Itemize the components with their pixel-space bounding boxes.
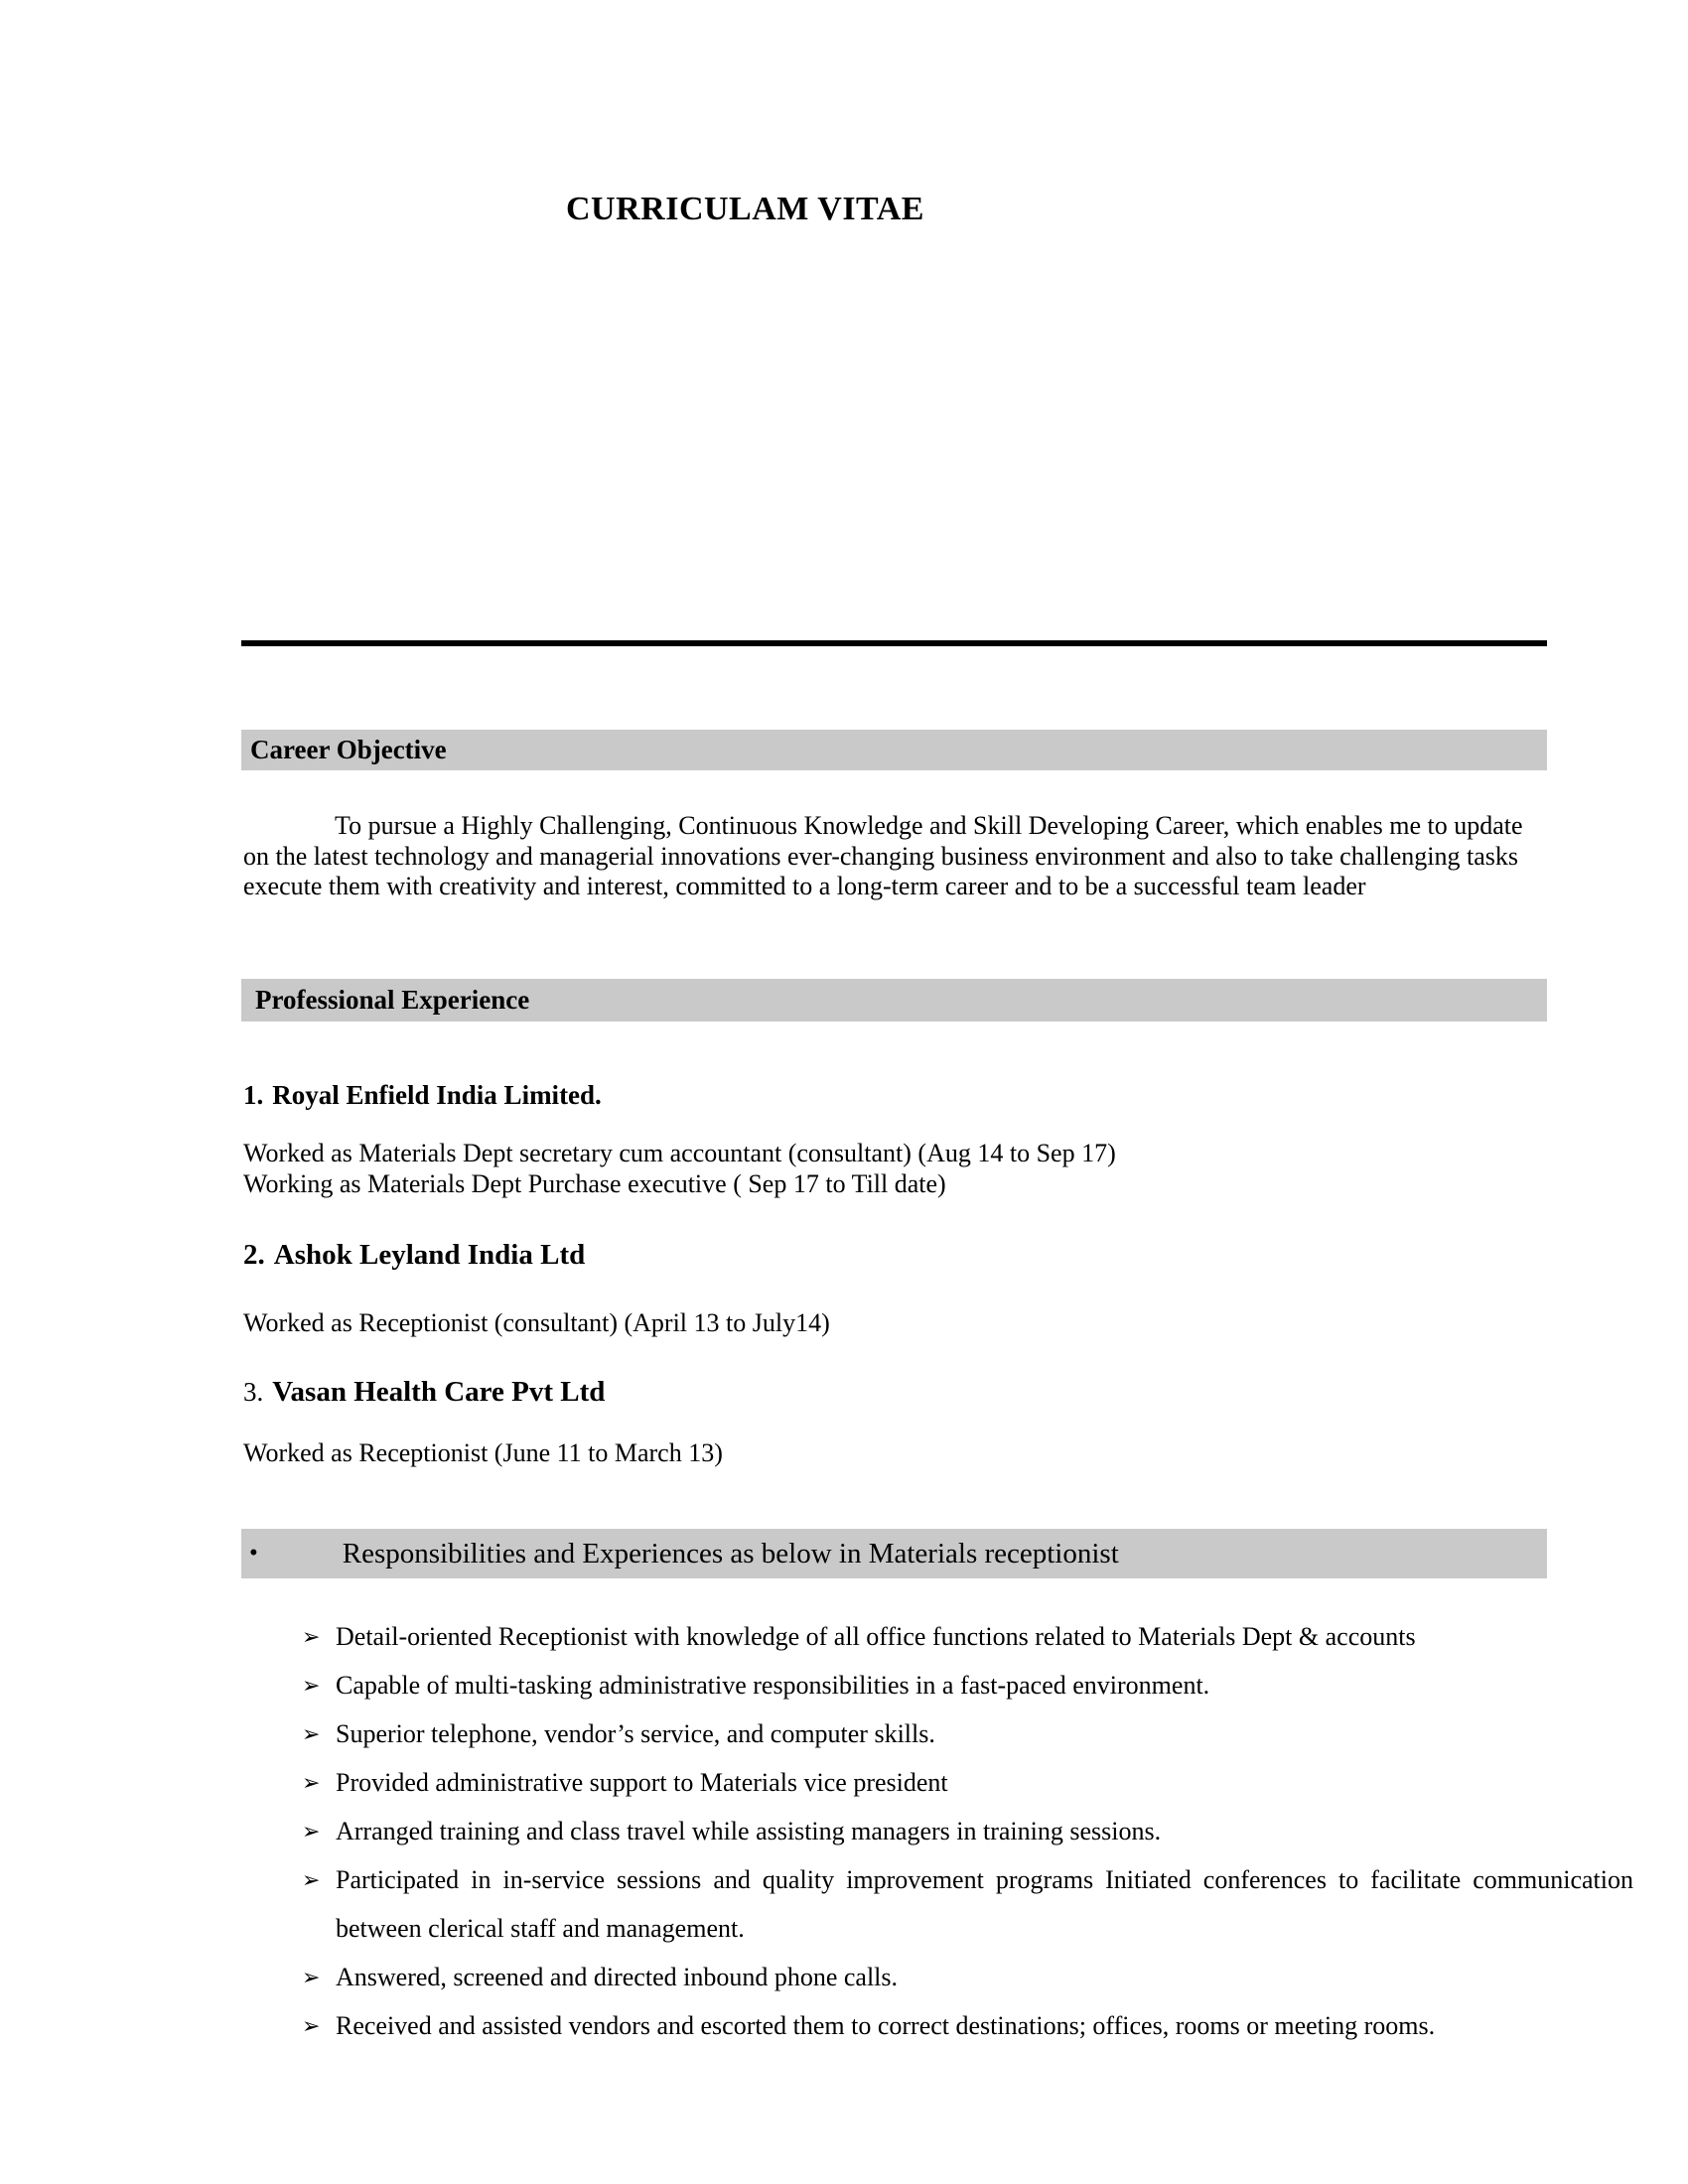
responsibilities-heading: Responsibilities and Experiences as below in Materials receptionist: [342, 1537, 1119, 1570]
arrowhead-bullet-icon: ➢: [302, 1867, 321, 1892]
career-objective-heading: Career Objective: [250, 735, 447, 764]
entry-1-role-line: Working as Materials Dept Purchase executive ( Sep 17 to Till date): [243, 1169, 946, 1198]
arrowhead-bullet-icon: ➢: [302, 1770, 321, 1795]
list-item: [302, 1661, 1633, 1709]
list-item-text: Arranged training and class travel while assisting managers in training sessions.: [336, 1817, 1162, 1845]
list-item: [302, 2001, 1633, 2050]
experience-entry-1-company: [243, 1080, 602, 1111]
entry-2-company-name: Ashok Leyland India Ltd: [273, 1239, 586, 1271]
arrowhead-bullet-icon: ➢: [302, 1721, 321, 1746]
career-objective-text: To pursue a Highly Challenging, Continuous Knowledge and Skill Developing Career, which enables me to update on the latest technology and managerial innovations ever-changing business environment and also to take challenging tasks execute them with creativity and interest, committed to a long-term career and to be a successful team leader: [243, 811, 1523, 900]
arrowhead-bullet-icon: ➢: [302, 1819, 321, 1843]
responsibilities-list: [302, 1612, 1633, 2050]
experience-entry-3-roles: [243, 1437, 723, 1468]
list-item: [302, 1807, 1633, 1855]
arrowhead-bullet-icon: ➢: [302, 1965, 321, 1989]
experience-entry-2-company: [243, 1239, 585, 1272]
entry-3-company-name: Vasan Health Care Pvt Ltd: [272, 1376, 606, 1408]
responsibilities-header-bar: [241, 1529, 1547, 1578]
entry-2-number: 2.: [243, 1239, 265, 1271]
list-item-text: Provided administrative support to Materials vice president: [336, 1768, 948, 1797]
arrowhead-bullet-icon: ➢: [302, 1673, 321, 1698]
list-item-text: Received and assisted vendors and escorted them to correct destinations; offices, rooms or meeting rooms.: [336, 2011, 1436, 2040]
experience-entry-3-company: [243, 1376, 605, 1409]
professional-experience-header-bar: [241, 979, 1547, 1022]
arrowhead-bullet-icon: ➢: [302, 1624, 321, 1649]
entry-3-number: 3.: [243, 1377, 264, 1407]
entry-3-role-line: Worked as Receptionist (June 11 to March 13): [243, 1438, 723, 1467]
career-objective-header-bar: [241, 730, 1547, 770]
entry-1-company-name: Royal Enfield India Limited.: [272, 1080, 602, 1110]
entry-1-role-line: Worked as Materials Dept secretary cum accountant (consultant) (Aug 14 to Sep 17): [243, 1139, 1116, 1167]
list-item-text: Detail-oriented Receptionist with knowledge of all office functions related to Materials Dept & accounts: [336, 1622, 1416, 1651]
entry-2-role-line: Worked as Receptionist (consultant) (April 13 to July14): [243, 1308, 830, 1337]
list-item: [302, 1758, 1633, 1807]
list-item-text: Participated in in-service sessions and quality improvement programs Initiated conferences to facilitate communication between clerical staff and management.: [336, 1865, 1633, 1943]
list-item: [302, 1953, 1633, 2001]
list-item: [302, 1855, 1633, 1953]
arrowhead-bullet-icon: ➢: [302, 2013, 321, 2038]
list-item-text: Superior telephone, vendor’s service, and computer skills.: [336, 1719, 935, 1748]
experience-entry-1-roles: [243, 1138, 1116, 1199]
list-item-text: Answered, screened and directed inbound phone calls.: [336, 1963, 899, 1991]
experience-entry-2-roles: [243, 1307, 830, 1338]
list-item: [302, 1612, 1633, 1661]
horizontal-rule: [241, 640, 1547, 646]
entry-1-number: 1.: [243, 1080, 264, 1110]
professional-experience-heading: Professional Experience: [255, 985, 530, 1015]
bullet-dot-icon: •: [249, 1540, 258, 1567]
page-title: CURRICULAM VITAE: [566, 191, 924, 227]
list-item: [302, 1709, 1633, 1758]
list-item-text: Capable of multi-tasking administrative responsibilities in a fast-paced environment.: [336, 1671, 1210, 1700]
